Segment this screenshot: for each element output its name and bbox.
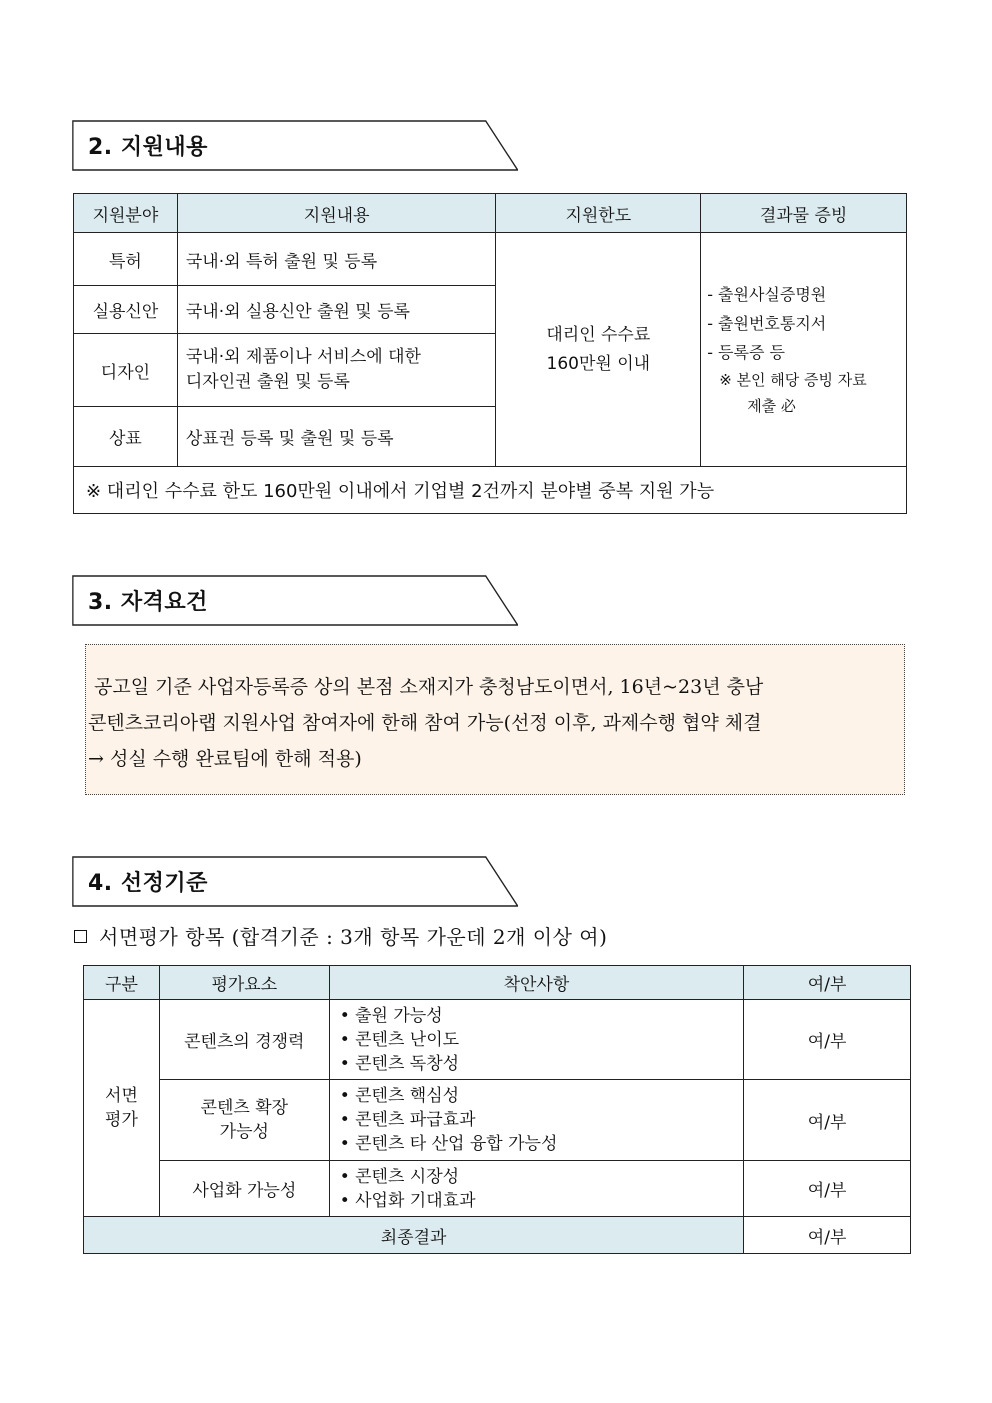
element-line: 콘텐츠 확장	[200, 1098, 289, 1118]
category-line: 서면	[105, 1086, 138, 1106]
element-cell: 콘텐츠의 경쟁력	[159, 1000, 329, 1080]
points-cell	[329, 1080, 743, 1161]
header-element: 평가요소	[159, 966, 329, 1000]
section2-title: 2. 지원내용	[88, 135, 208, 160]
qualification-line: 공고일 기준 사업자등록증 상의 본점 소재지가 충청남도이면서, 16년~23년 충남	[88, 676, 764, 698]
list-item: • 사업화 기대효과	[339, 1190, 476, 1211]
list-item: • 콘텐츠 난이도	[339, 1029, 460, 1050]
limit-line: 대리인 수수료	[546, 324, 651, 345]
row-content: 국내·외 특허 출원 및 등록	[177, 233, 496, 286]
qualification-line: → 성실 수행 완료팀에 한해 적용)	[88, 748, 362, 770]
result-cell: 여/부	[744, 1000, 911, 1080]
list-item: • 콘텐츠 시장성	[339, 1166, 460, 1187]
proof-cell	[701, 233, 907, 467]
row-content: 국내·외 실용신안 출원 및 등록	[177, 286, 496, 334]
table-row	[74, 233, 907, 286]
selection-criteria-table	[83, 965, 911, 1254]
result-cell: 여/부	[744, 1080, 911, 1161]
header-limit: 지원한도	[496, 194, 701, 233]
qualification-line: 콘텐츠코리아랩 지원사업 참여자에 한해 참여 가능(선정 이후, 과제수행 협약 체결	[88, 712, 762, 734]
element-cell: 사업화 가능성	[159, 1161, 329, 1217]
list-item: • 출원 가능성	[339, 1005, 443, 1026]
header-result: 여/부	[744, 966, 911, 1000]
element-cell	[159, 1080, 329, 1161]
row-field: 디자인	[74, 334, 178, 407]
proof-note: 제출 必	[747, 397, 796, 415]
section4-title: 4. 선정기준	[88, 871, 208, 896]
checkbox-square-icon	[74, 930, 87, 943]
section4-header	[72, 856, 518, 907]
row-field: 실용신안	[74, 286, 178, 334]
footnote: ※ 대리인 수수료 한도 160만원 이내에서 기업별 2건까지 분야별 중복 지원 가능	[74, 467, 907, 514]
header-content: 지원내용	[177, 194, 496, 233]
element-line: 가능성	[219, 1122, 269, 1142]
proof-item: - 출원사실증명원	[707, 285, 827, 304]
support-limit-cell	[496, 233, 701, 467]
list-item: • 콘텐츠 핵심성	[339, 1086, 460, 1106]
table-row	[84, 1000, 911, 1080]
table-row	[84, 1080, 911, 1161]
list-item: • 콘텐츠 타 산업 융합 가능성	[339, 1134, 558, 1154]
table-row	[84, 1161, 911, 1217]
final-result: 여/부	[744, 1217, 911, 1254]
header-category: 구분	[84, 966, 160, 1000]
header-proof: 결과물 증빙	[701, 194, 907, 233]
row-content-line: 국내·외 제품이나 서비스에 대한	[185, 347, 421, 367]
header-field: 지원분야	[74, 194, 178, 233]
proof-note: ※ 본인 해당 증빙 자료	[719, 371, 867, 389]
list-item: • 콘텐츠 독창성	[339, 1053, 460, 1074]
proof-item: - 출원번호통지서	[707, 314, 827, 333]
qualification-box	[85, 644, 905, 795]
result-cell: 여/부	[744, 1161, 911, 1217]
eval-criteria-line	[74, 921, 607, 950]
final-label: 최종결과	[84, 1217, 744, 1254]
section2-header	[72, 120, 518, 171]
points-cell	[329, 1000, 743, 1080]
section3-header	[72, 575, 518, 626]
list-item: • 콘텐츠 파급효과	[339, 1110, 476, 1130]
footnote-row	[74, 467, 907, 514]
final-row	[84, 1217, 911, 1254]
row-field: 상표	[74, 407, 178, 467]
row-content	[177, 334, 496, 407]
proof-item: - 등록증 등	[707, 343, 785, 362]
table-header-row	[74, 194, 907, 233]
category-line: 평가	[105, 1110, 138, 1130]
eval-title: 서면평가 항목 (합격기준 : 3개 항목 가운데 2개 이상 여)	[99, 925, 608, 949]
table-header-row	[84, 966, 911, 1000]
row-field: 특허	[74, 233, 178, 286]
support-content-table	[73, 193, 907, 514]
header-points: 착안사항	[329, 966, 743, 1000]
row-content-line: 디자인권 출원 및 등록	[185, 372, 350, 392]
category-cell	[84, 1000, 160, 1217]
row-content: 상표권 등록 및 출원 및 등록	[177, 407, 496, 467]
limit-line: 160만원 이내	[546, 353, 651, 374]
section3-title: 3. 자격요건	[88, 590, 208, 615]
points-cell	[329, 1161, 743, 1217]
